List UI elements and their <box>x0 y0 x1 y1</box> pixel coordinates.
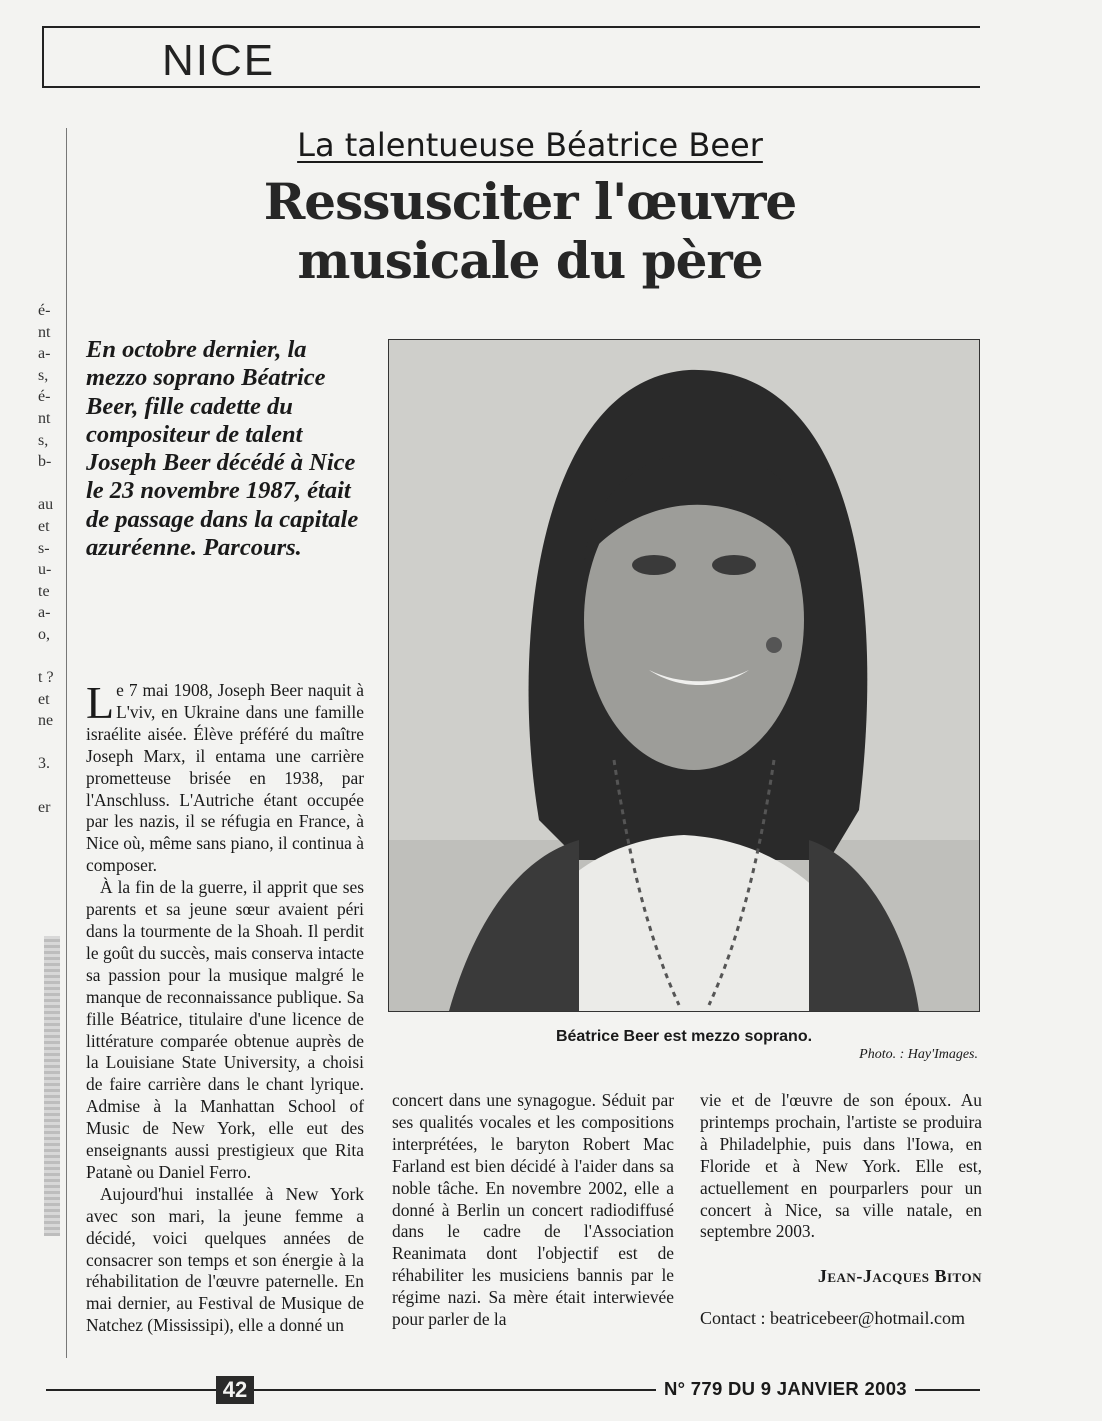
margin-fragment: t ? <box>38 669 54 687</box>
page-number: 42 <box>216 1376 254 1404</box>
margin-fragment: et <box>38 517 50 535</box>
margin-fragment: s, <box>38 431 49 449</box>
margin-fragment: 3. <box>38 755 50 773</box>
headline-line-2: musicale du père <box>297 231 763 290</box>
margin-fragment <box>38 775 66 797</box>
adjacent-photo-fragment <box>44 936 60 1236</box>
drop-cap: L <box>86 677 115 728</box>
body-column-1 <box>86 677 364 1337</box>
body-paragraph: À la fin de la guerre, il apprit que ses parents et sa jeune sœur avaient péri dans la tourmente de la Shoah. Il perdit le goût du succès, mais conserva intacte sa passion pour la musique malgré le manque de reconnaissance publique. Sa fille Béatrice, titulaire d'une licence de littérature comparée obtenue auprès de la Louisiane State University, a choisi de faire carrière dans le chant lyrique. Admise à la Manhattan School of Music de New York, elle eut des enseignants aussi prestigieux que Rita Patanè ou Daniel Ferro. <box>86 877 364 1182</box>
margin-fragment: et <box>38 690 50 708</box>
body-text: e 7 mai 1908, Joseph Beer naquit à L'viv, en Ukraine dans une famille israélite aisée. Élève préféré du maître Joseph Marx, il entama une carrière prometteuse brisée en 1938, par l'Anschluss. L'Autriche étant occupée par les nazis, il se réfugia en France, à Nice où, même sans piano, il continua à composer. <box>86 680 364 876</box>
portrait-photo <box>388 339 980 1012</box>
margin-fragment: é- <box>38 302 51 319</box>
portrait-illustration <box>389 340 979 1011</box>
body-paragraph <box>86 677 364 877</box>
article-lede: En octobre dernier, la mezzo soprano Béatrice Beer, fille cadette du compositeur de talent Joseph Beer décédé à Nice le 23 novembre 1987, était de passage dans la capitale azuréenne. Parcours. <box>86 336 359 562</box>
margin-fragment: b- <box>38 453 52 471</box>
gutter-rule <box>66 128 67 1358</box>
margin-fragment: a- <box>38 604 51 622</box>
photo-caption: Béatrice Beer est mezzo soprano. <box>555 1028 813 1045</box>
margin-fragment: é- <box>38 388 51 406</box>
margin-fragment: au <box>38 496 54 514</box>
margin-fragment: s- <box>38 539 50 557</box>
margin-fragment <box>38 646 66 668</box>
margin-fragment: a- <box>38 345 51 363</box>
left-column-rule <box>42 26 44 88</box>
margin-fragment: te <box>38 582 50 600</box>
margin-fragment: nt <box>38 409 51 427</box>
margin-fragment: o, <box>38 625 50 643</box>
headline-line-1: Ressusciter l'œuvre <box>263 172 797 231</box>
photo-credit: Photo. : Hay'Images. <box>859 1047 978 1062</box>
margin-fragment: ne <box>38 712 54 730</box>
contact-line: Contact : beatricebeer@hotmail.com <box>700 1308 965 1328</box>
margin-fragment: s, <box>38 366 49 384</box>
adjacent-article-fragments <box>38 300 66 818</box>
article-headline <box>160 172 900 290</box>
margin-fragment: u- <box>38 561 52 579</box>
margin-fragment: er <box>38 798 51 816</box>
body-paragraph: concert dans une synagogue. Séduit par ses qualités vocales et les compositions interprétées, le baryton Robert Mac Farland est bien décidé à l'aider dans sa noble tâche. En novembre 2002, elle a donné à Berlin un concert radiodiffusé dans le cadre de l'Association Reanimata dont l'objectif est de réhabiliter les musiciens bannis par le régime nazi. Sa mère était interwievée pour parler de la <box>392 1090 674 1330</box>
section-rule <box>42 86 980 88</box>
issue-info: N° 779 DU 9 JANVIER 2003 <box>656 1378 915 1400</box>
article-kicker: La talentueuse Béatrice Beer <box>297 126 763 164</box>
section-label: NICE <box>162 36 276 85</box>
body-paragraph: Aujourd'hui installée à New York avec son mari, la jeune femme a décidé, voici quelques années de consacrer son temps et son énergie à la réhabilitation de l'œuvre paternelle. En mai dernier, au Festival de Musique de Natchez (Mississipi), elle a donné un <box>86 1183 364 1336</box>
top-rule <box>42 26 980 28</box>
body-paragraph: vie et de l'œuvre de son époux. Au printemps prochain, l'artiste se produira à Philadelphie, puis dans l'Iowa, en Floride et à New York. Elle est, actuellement en pourparlers pour un concert à Nice, sa ville natale, en septembre 2003. <box>700 1090 982 1242</box>
margin-fragment: nt <box>38 323 51 341</box>
body-column-2 <box>392 1090 674 1331</box>
body-column-3 <box>700 1090 982 1243</box>
margin-fragment <box>38 732 66 754</box>
margin-fragment <box>38 473 66 495</box>
author-byline: Jean-Jacques Biton <box>817 1266 982 1286</box>
